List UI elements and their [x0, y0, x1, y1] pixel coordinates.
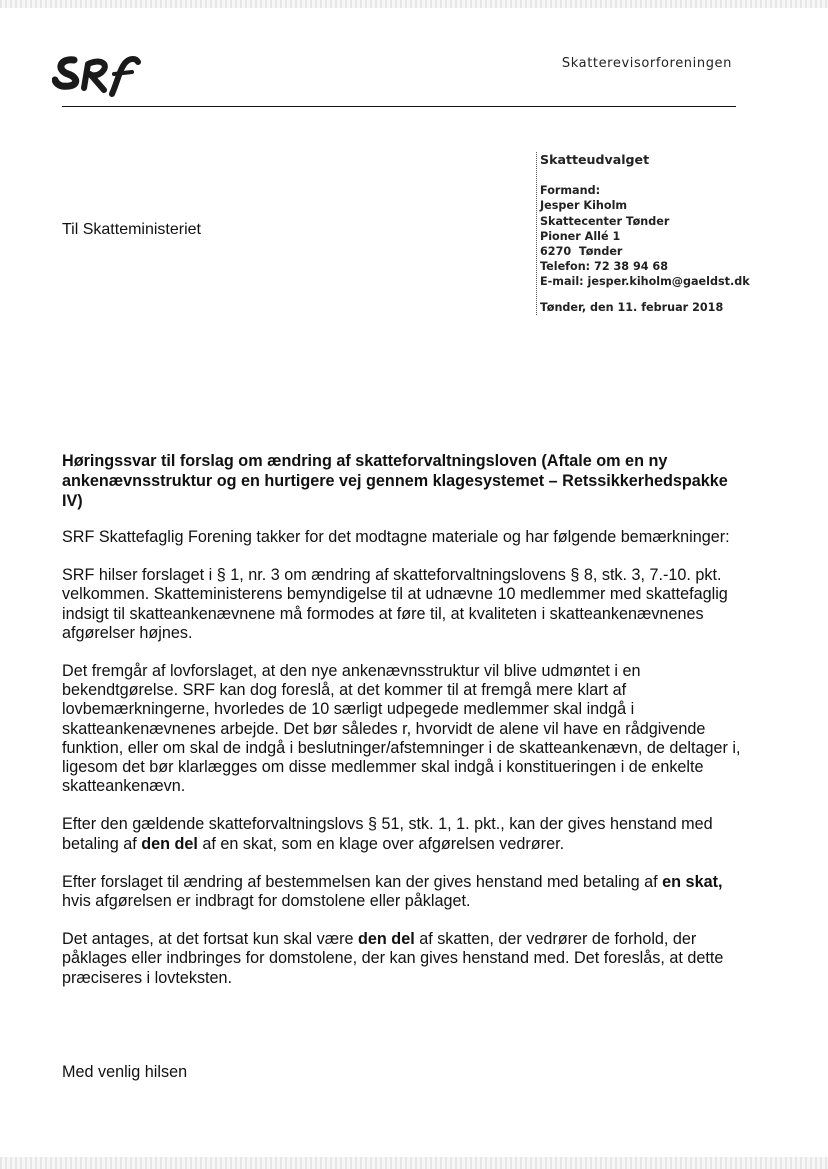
sender-street: Pioner Allé 1 — [540, 229, 621, 243]
paragraph-5-emphasis: en skat, — [662, 872, 723, 891]
paragraph-6-emphasis: den del — [358, 930, 415, 949]
paragraph-6-text-a: Det antages, at det fortsat kun skal være — [62, 930, 359, 949]
organization-name: Skatterevisorforeningen — [561, 56, 732, 71]
paragraph-1: SRF Skattefaglig Forening takker for det modtagne materiale og har følgende bemærkninger: — [62, 528, 730, 546]
sender-role: Formand: — [540, 184, 601, 198]
sender-block — [536, 152, 770, 315]
paragraph-5 — [62, 873, 742, 911]
letter-date: Tønder, den 11. februar 2018 — [540, 300, 724, 314]
paragraph-4-text-a: Efter den gældende skatteforvaltningslovs § 51, stk. 1, 1. pkt., kan der gives henstand med betaling af — [62, 815, 713, 853]
sender-postal: 6270 Tønder — [540, 245, 623, 259]
closing-salutation: Med venlig hilsen — [62, 1063, 188, 1081]
letter-body — [62, 528, 742, 1007]
paragraph-4 — [62, 815, 742, 853]
sender-name: Jesper Kiholm — [540, 199, 628, 213]
header-divider — [62, 106, 736, 107]
srf-logo — [52, 50, 144, 100]
recipient: Til Skatteministeriet — [62, 221, 201, 238]
sender-committee: Skatteudvalget — [540, 152, 650, 167]
letter-subject: Høringssvar til forslag om ændring af skatteforvaltningsloven (Aftale om en ny ankenævnsstruktur og en hurtigere vej gennem klagesystemet – Retssikkerhedspakke IV) — [62, 452, 728, 510]
sender-email: E-mail: jesper.kiholm@gaeldst.dk — [540, 275, 750, 289]
paragraph-4-emphasis: den del — [141, 834, 198, 853]
paragraph-3: Det fremgår af lovforslaget, at den nye ankenævnsstruktur vil blive udmøntet i en bekendtgørelse. SRF kan dog foreslå, at det kommer til at fremgå mere klart af lovbemærkningerne, hvorledes de 10 særligt udpegede medlemmer skal indgå i skatteankenævnenes arbejde. Det bør således r, hvorvidt de alene vil have en rådgivende funktion, eller om skal de indgå i beslutninger/afstemninger i de skatteankenævn, de deltager i, ligesom det bør klarlægges om disse medlemmer skal indgå i konstitueringen i de enkelte skatteankenævn. — [62, 662, 741, 796]
scan-artifact-top — [0, 0, 828, 8]
paragraph-6 — [62, 930, 742, 988]
paragraph-5-text-a: Efter forslaget til ændring af bestemmelsen kan der gives henstand med betaling af — [62, 872, 663, 891]
paragraph-4-text-c: af en skat, som en klage over afgørelsen vedrører. — [197, 834, 565, 853]
scan-artifact-bottom — [0, 1157, 828, 1169]
sender-office: Skattecenter Tønder — [540, 214, 670, 228]
paragraph-5-text-c: hvis afgørelsen er indbragt for domstolene eller påklaget. — [62, 892, 471, 911]
paragraph-2: SRF hilser forslaget i § 1, nr. 3 om ændring af skatteforvaltningslovens § 8, stk. 3, 7.-10. pkt. velkommen. Skatteministerens bemyndigelse til at udnævne 10 medlemmer med skattefaglig indsigt til skatteankenævnene må formodes at føre til, at kvaliteten i skatteankenævnenes afgørelser højnes. — [62, 566, 728, 642]
paragraph-6-text-c: af skatten, der vedrører de forhold, der påklages eller indbringes for domstolene, der kan gives henstand med. Det foreslås, at dette præciseres i lovteksten. — [62, 930, 724, 987]
sender-phone: Telefon: 72 38 94 68 — [540, 260, 668, 274]
